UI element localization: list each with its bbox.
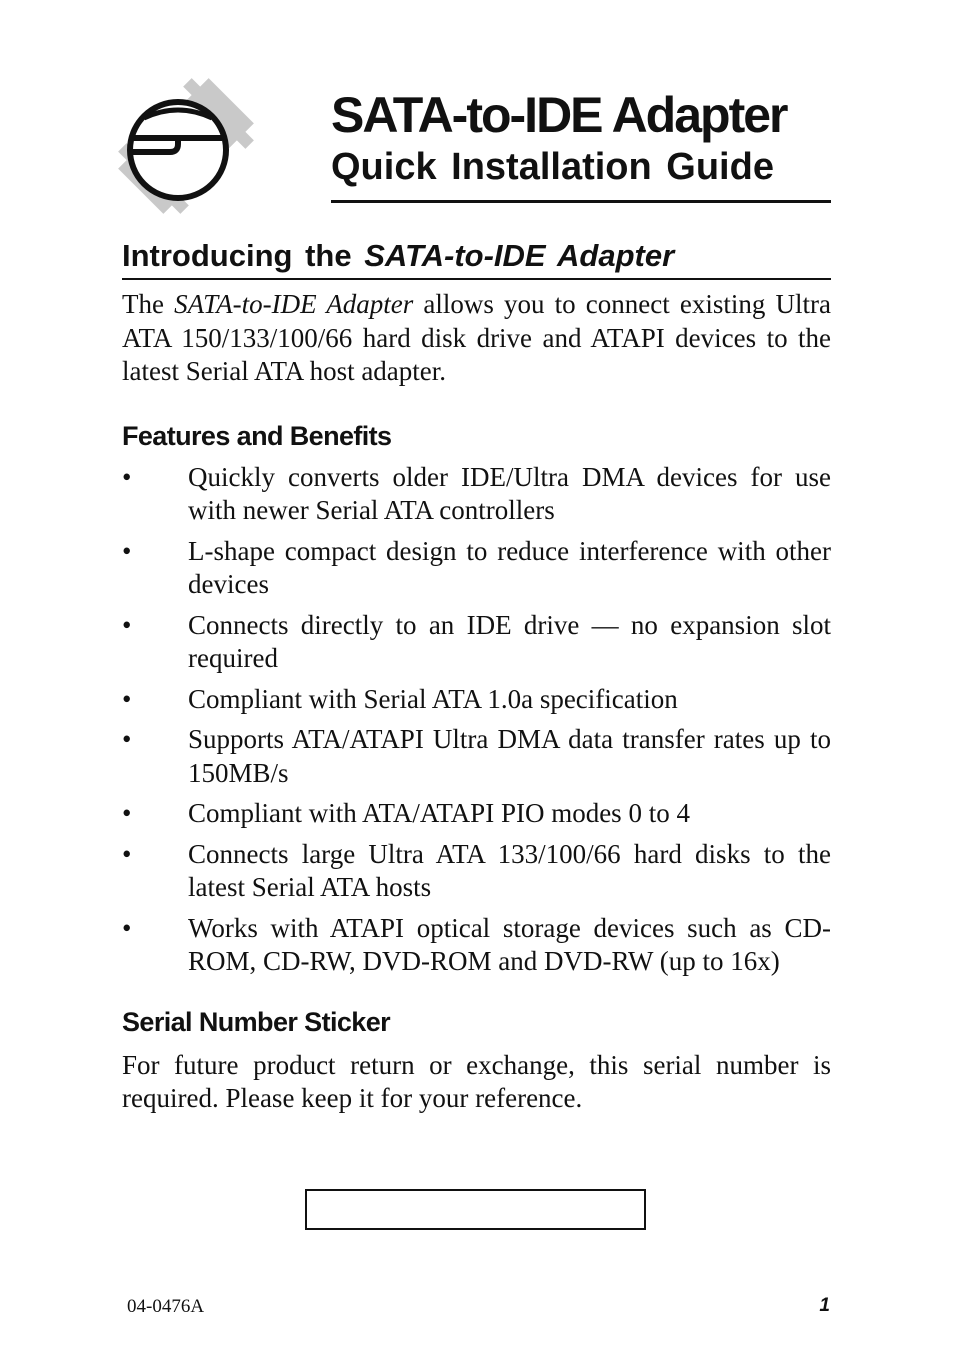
list-item-text: Compliant with Serial ATA 1.0a specification: [188, 683, 678, 714]
page-number: 1: [819, 1295, 830, 1316]
bullet: •: [122, 838, 132, 869]
features-heading: Features and Benefits: [122, 420, 392, 451]
bullet: •: [122, 798, 132, 828]
list-item-text: Connects directly to an IDE drive — no expansion slot required: [188, 609, 831, 673]
list-item-text: Compliant with ATA/ATAPI PIO modes 0 to 4: [188, 798, 690, 828]
intro-heading: [122, 236, 831, 280]
intro-heading-product: SATA-to-IDE Adapter: [364, 238, 675, 273]
bullet: •: [122, 461, 132, 492]
list-item-text: Quickly converts older IDE/Ultra DMA devices for use with newer Serial ATA controllers: [188, 461, 831, 525]
serial-number-box: [305, 1189, 646, 1230]
intro-paragraph-prefix: The: [122, 289, 164, 319]
bullet: •: [122, 683, 132, 714]
title-divider: [331, 200, 831, 203]
intro-paragraph-product: SATA-to-IDE Adapter: [174, 289, 414, 319]
list-item-text: L-shape compact design to reduce interference with other devices: [188, 535, 831, 599]
document-title: SATA-to-IDE Adapter: [331, 87, 787, 143]
document-code: 04-0476A: [127, 1296, 205, 1317]
bullet: •: [122, 724, 132, 754]
list-item-text: Supports ATA/ATAPI Ultra DMA data transfer rates up to 150MB/s: [188, 724, 831, 788]
list-item: [122, 535, 831, 602]
list-item-text: Connects large Ultra ATA 133/100/66 hard disks to the latest Serial ATA hosts: [188, 838, 831, 902]
intro-heading-prefix: Introducing the: [122, 238, 352, 273]
serial-heading: Serial Number Sticker: [122, 1006, 391, 1037]
list-item: [122, 609, 831, 676]
intro-paragraph-rest: allows you to connect existing Ultra ATA 150/133/100/66 hard disk drive and ATAPI devices to the latest Serial ATA host adapter.: [122, 289, 831, 386]
list-item: [122, 912, 831, 979]
bullet: •: [122, 912, 132, 943]
title-block: [331, 86, 831, 190]
bullet: •: [122, 609, 132, 640]
list-item: [122, 797, 831, 831]
brand-logo-icon: [112, 72, 260, 220]
list-item-text: Works with ATAPI optical storage devices such as CD-ROM, CD-RW, DVD-ROM and DVD-RW (up to 16x): [188, 912, 831, 976]
list-item: [122, 461, 831, 528]
serial-paragraph: For future product return or exchange, this serial number is required. Please keep it for your reference.: [122, 1049, 831, 1113]
features-list: [122, 461, 831, 979]
list-item: [122, 683, 831, 717]
bullet: •: [122, 535, 132, 566]
document-subtitle: Quick Installation Guide: [331, 146, 774, 188]
list-item: [122, 838, 831, 905]
intro-paragraph: [122, 288, 831, 389]
list-item: [122, 723, 831, 790]
main-content: [122, 236, 831, 1116]
